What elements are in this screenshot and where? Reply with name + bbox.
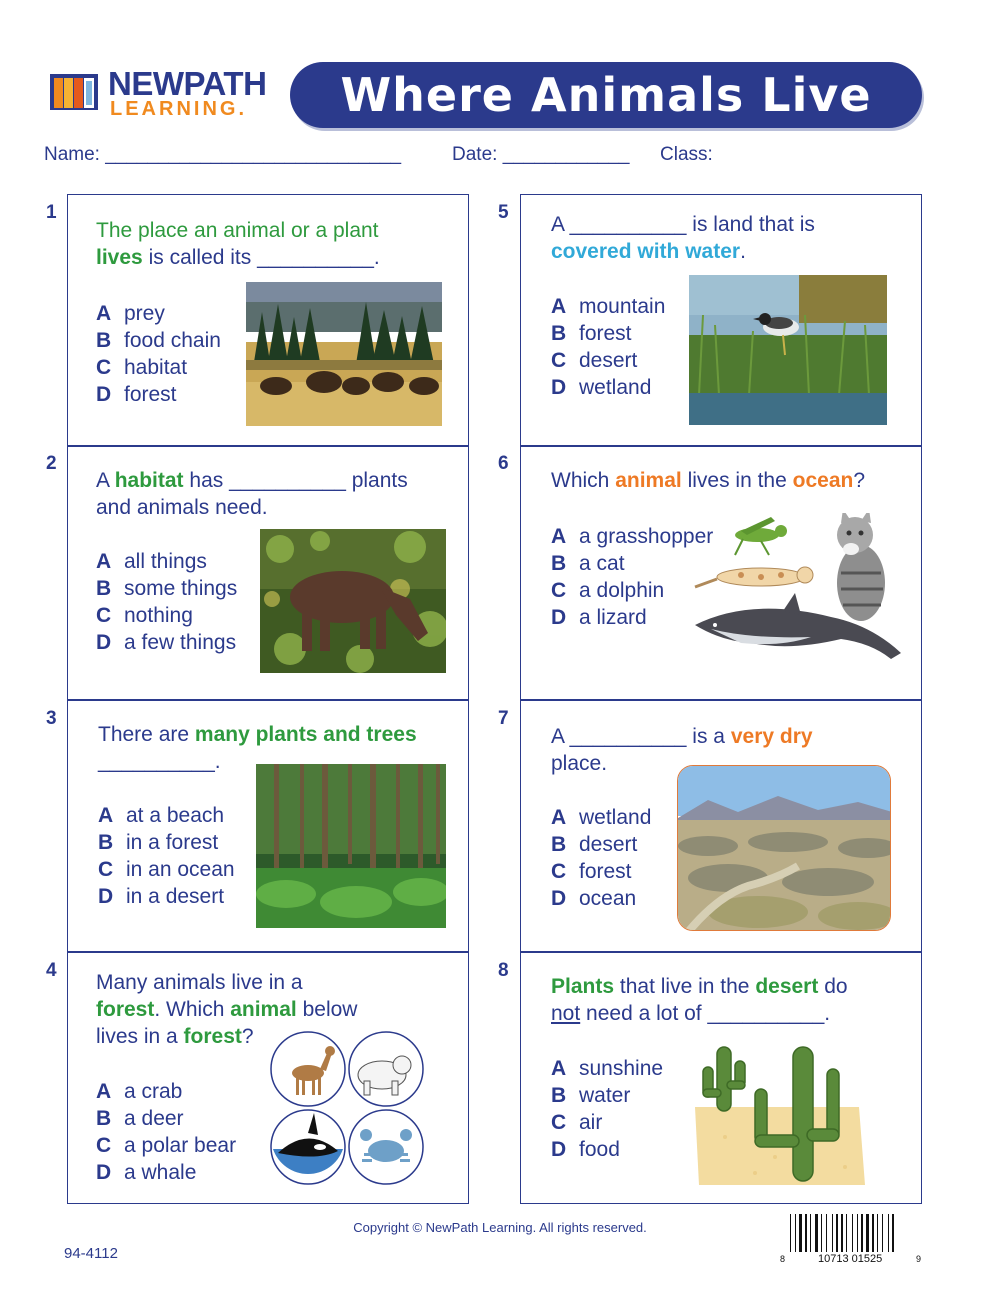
page-title: Where Animals Live xyxy=(340,68,872,122)
class-field[interactable]: Class: xyxy=(660,144,713,165)
answer-option[interactable]: A sunshine xyxy=(551,1057,664,1080)
answer-option[interactable]: D a whale xyxy=(96,1161,197,1184)
question-card-7 xyxy=(520,700,922,952)
question-number: 3 xyxy=(46,708,57,729)
answer-option[interactable]: C habitat xyxy=(96,356,188,379)
cactus-illustration xyxy=(695,1037,865,1185)
answer-option[interactable]: D in a desert xyxy=(98,885,225,908)
answer-option[interactable]: C in an ocean xyxy=(98,858,235,881)
answer-option[interactable]: B water xyxy=(551,1084,631,1107)
answer-option[interactable]: A all things xyxy=(96,550,207,573)
barcode-right-digit: 9 xyxy=(916,1254,922,1264)
answer-option[interactable]: A at a beach xyxy=(98,804,225,827)
answer-option[interactable]: D forest xyxy=(96,383,177,406)
question-text: A __________ is a very dry place. xyxy=(551,725,813,775)
answer-options xyxy=(96,548,237,656)
answer-options xyxy=(551,523,713,631)
question-card-6 xyxy=(520,446,922,700)
product-code: 94-4112 xyxy=(64,1245,118,1262)
answer-option[interactable]: A wetland xyxy=(551,806,652,829)
logo-wordmark-top: NEWPATH xyxy=(108,65,267,102)
question-text: A habitat has __________ plants and animals need. xyxy=(96,469,408,519)
name-field[interactable]: Name: ____________________________ xyxy=(44,144,402,165)
barcode-left-digit: 8 xyxy=(780,1254,786,1264)
question-text: Many animals live in a forest. Which animal below lives in a forest? xyxy=(96,971,358,1048)
answer-option[interactable]: C forest xyxy=(551,860,632,883)
barcode xyxy=(778,1212,928,1266)
animal-illustrations xyxy=(691,513,911,673)
answer-options xyxy=(98,802,235,910)
answer-option[interactable]: A a crab xyxy=(96,1080,183,1103)
question-number: 8 xyxy=(498,960,509,981)
cat-icon xyxy=(837,513,885,621)
question-text: The place an animal or a plant lives is called its __________. xyxy=(96,219,380,269)
answer-options xyxy=(96,1078,236,1186)
answer-option[interactable]: B a cat xyxy=(551,552,625,575)
answer-option[interactable]: B forest xyxy=(551,322,632,345)
books-icon xyxy=(48,70,102,114)
bison-grassland-image xyxy=(246,282,442,426)
question-card-1 xyxy=(67,194,469,446)
student-info-row xyxy=(44,144,944,170)
answer-option[interactable]: B some things xyxy=(96,577,238,600)
date-field[interactable]: Date: ____________ xyxy=(452,144,630,165)
question-card-8 xyxy=(520,952,922,1204)
answer-option[interactable]: B food chain xyxy=(96,329,221,352)
question-number: 4 xyxy=(46,960,57,981)
animal-circle-icons xyxy=(268,1029,428,1187)
answer-option[interactable]: D ocean xyxy=(551,887,637,910)
heron-wetland-image xyxy=(689,275,887,425)
answer-option[interactable]: A mountain xyxy=(551,295,666,318)
answer-options xyxy=(551,1055,663,1163)
question-number: 6 xyxy=(498,453,509,474)
grasshopper-icon xyxy=(735,517,787,555)
question-card-2 xyxy=(67,446,469,700)
question-text: Plants that live in the desert do not need a lot of __________. xyxy=(551,975,848,1025)
answer-option[interactable]: D a lizard xyxy=(551,606,647,629)
answer-options xyxy=(551,804,651,912)
question-number: 2 xyxy=(46,453,57,474)
answer-options xyxy=(96,300,221,408)
lizard-icon xyxy=(695,567,813,587)
answer-option[interactable]: C nothing xyxy=(96,604,193,627)
moose-forest-image xyxy=(260,529,446,673)
answer-options xyxy=(551,293,665,401)
answer-option[interactable]: B desert xyxy=(551,833,638,856)
answer-option[interactable]: C desert xyxy=(551,349,638,372)
desert-scrub-image xyxy=(677,765,891,931)
answer-option[interactable]: A a grasshopper xyxy=(551,525,714,548)
question-number: 5 xyxy=(498,202,509,223)
answer-option[interactable]: A prey xyxy=(96,302,165,325)
question-text: There are many plants and trees __________. xyxy=(98,723,417,773)
question-card-3 xyxy=(67,700,469,952)
question-text: A __________ is land that is covered with water. xyxy=(551,213,815,263)
answer-option[interactable]: C a polar bear xyxy=(96,1134,237,1157)
answer-option[interactable]: D a few things xyxy=(96,631,237,654)
title-banner xyxy=(290,62,922,128)
question-card-4 xyxy=(67,952,469,1204)
answer-option[interactable]: B in a forest xyxy=(98,831,219,854)
answer-option[interactable]: D food xyxy=(551,1138,620,1161)
logo-wordmark-bottom: LEARNING. xyxy=(110,98,247,120)
question-card-5 xyxy=(520,194,922,446)
answer-option[interactable]: B a deer xyxy=(96,1107,184,1130)
answer-option[interactable]: C a dolphin xyxy=(551,579,665,602)
question-text: Which animal lives in the ocean? xyxy=(551,469,866,492)
answer-option[interactable]: C air xyxy=(551,1111,603,1134)
answer-option[interactable]: D wetland xyxy=(551,376,652,399)
pine-forest-image xyxy=(256,764,446,928)
copyright-notice: Copyright © NewPath Learning. All rights reserved. xyxy=(353,1220,647,1235)
question-number: 7 xyxy=(498,708,509,729)
barcode-digits: 10713 01525 xyxy=(818,1253,883,1265)
newpath-logo xyxy=(48,66,278,122)
question-number: 1 xyxy=(46,202,57,223)
